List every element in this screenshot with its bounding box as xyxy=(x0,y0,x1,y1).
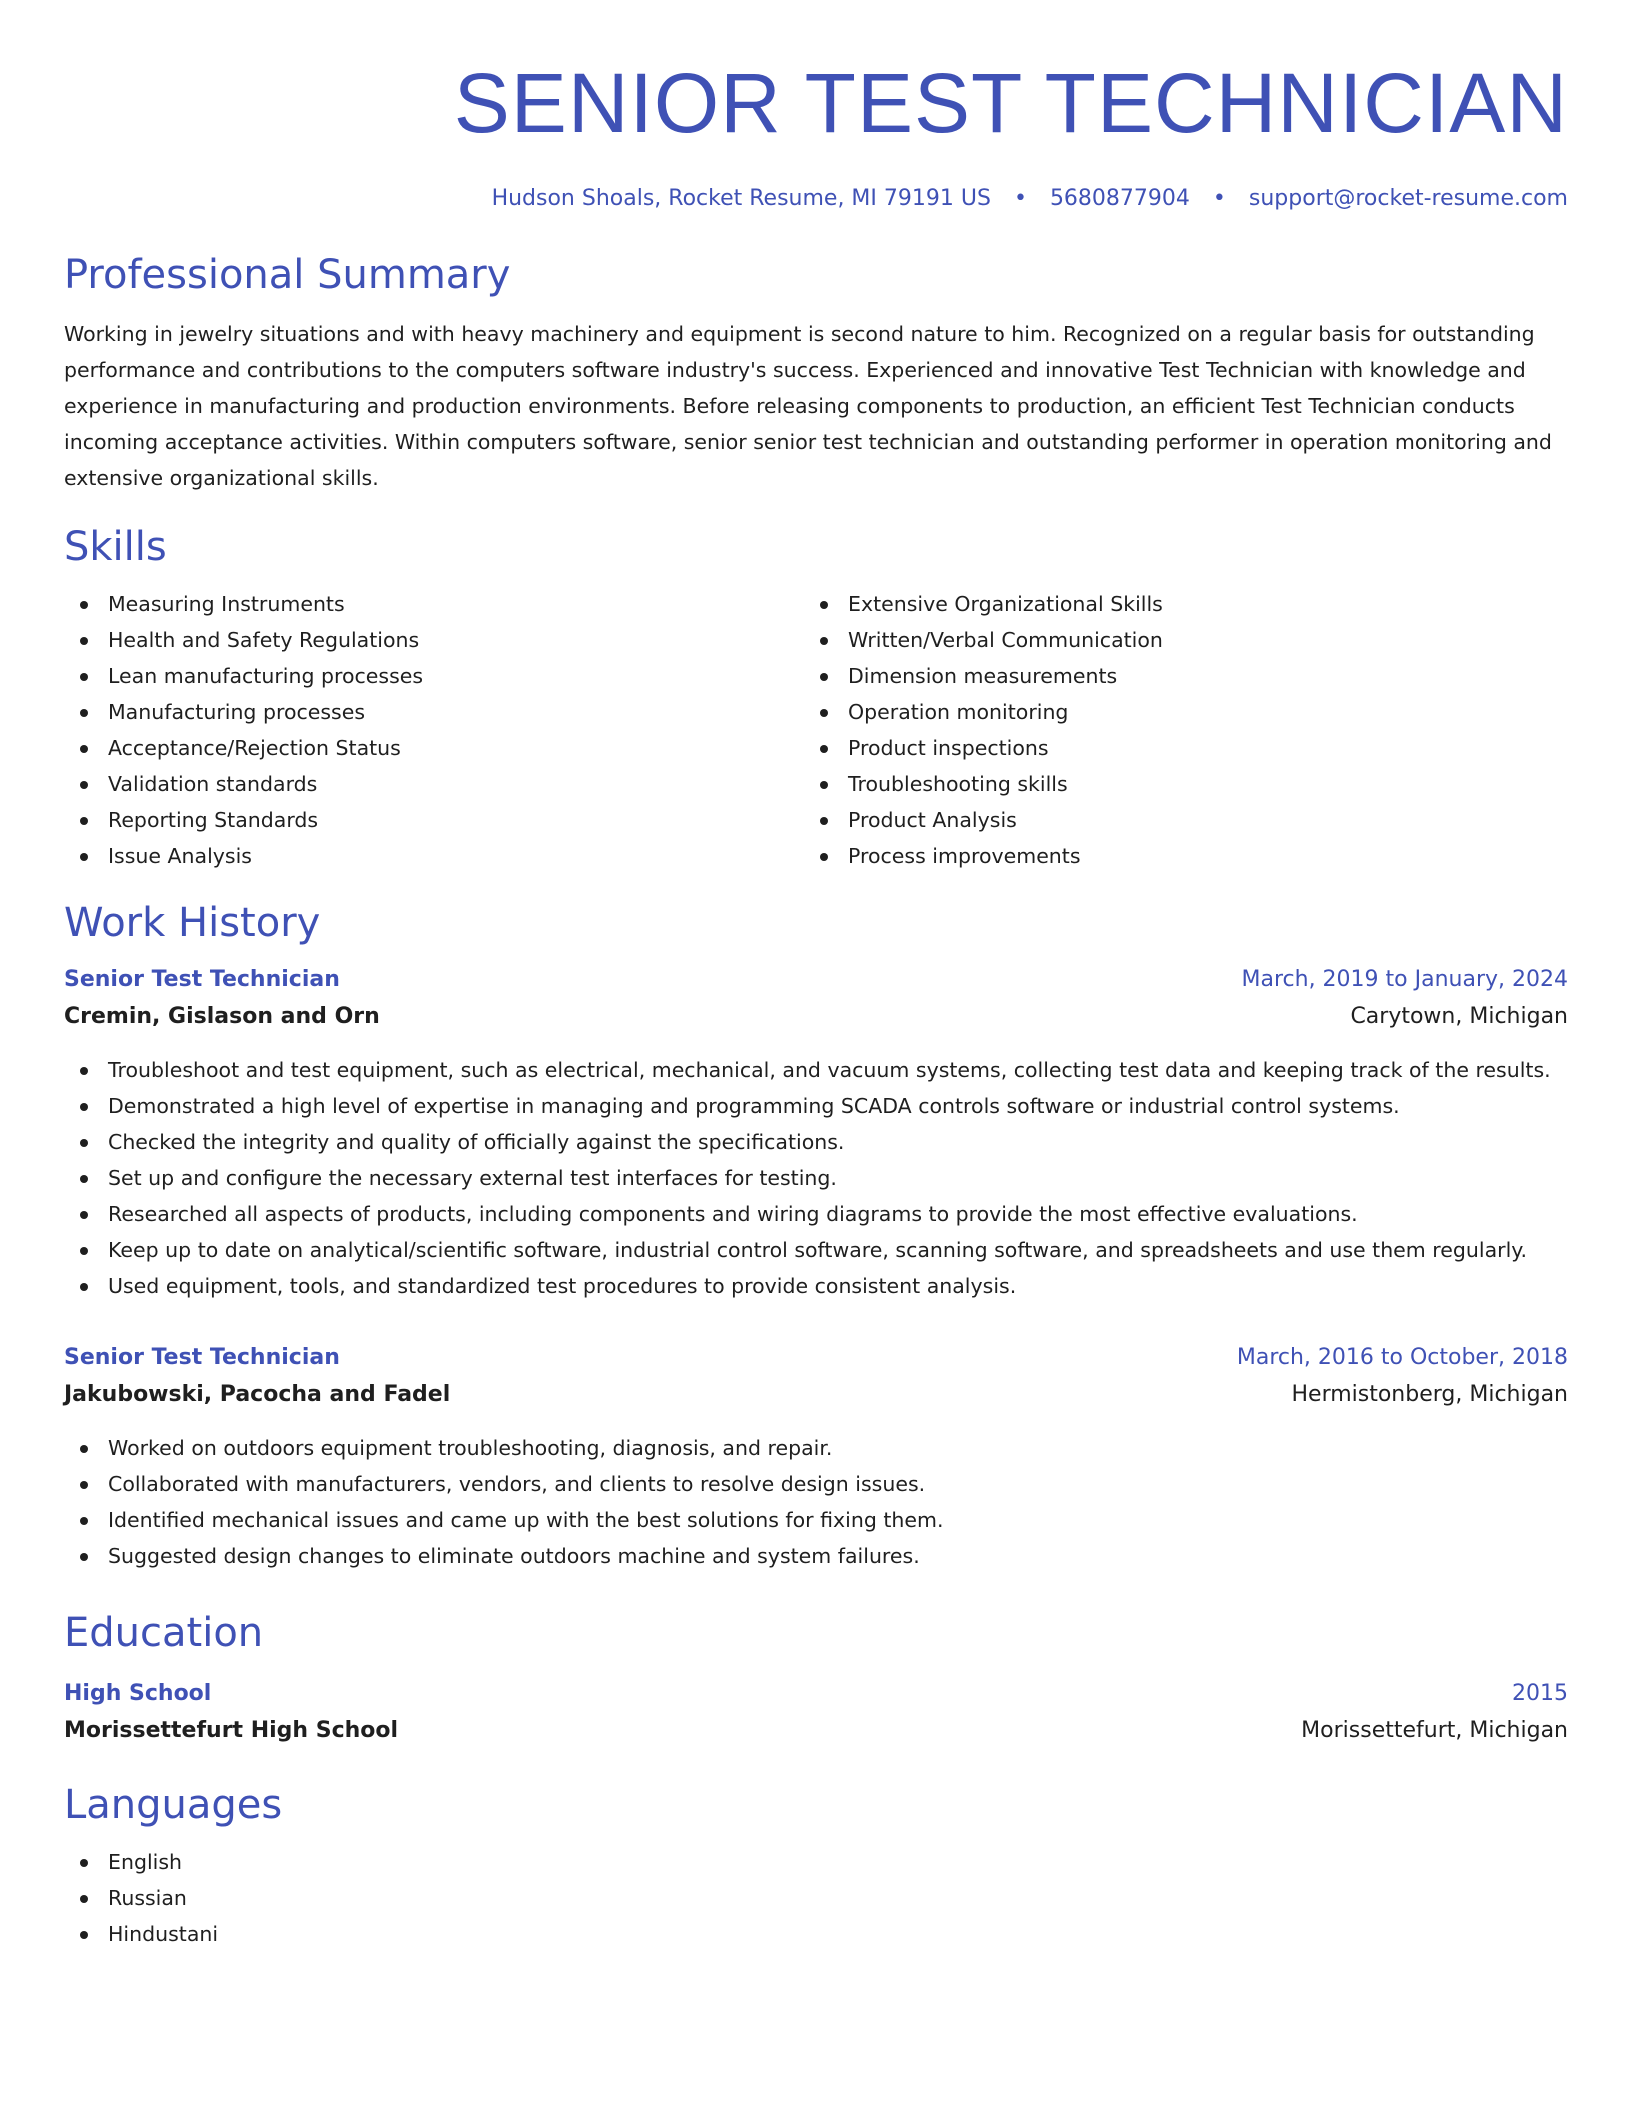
job-dates: March, 2019 to January, 2024 xyxy=(1241,967,1568,992)
education-location: Morissettefurt, Michigan xyxy=(1301,1718,1568,1743)
languages-section xyxy=(64,1780,1568,1952)
skills-title: Skills xyxy=(64,524,167,570)
education-year: 2015 xyxy=(1512,1681,1568,1706)
education-school-row xyxy=(64,1712,1568,1750)
education-school: Morissettefurt High School xyxy=(64,1718,399,1743)
job-title: Senior Test Technician xyxy=(64,967,340,992)
skills-section xyxy=(64,522,1568,874)
language-item: English xyxy=(64,1844,1568,1880)
contact-email[interactable]: support@rocket-resume.com xyxy=(1248,186,1568,211)
job-company-row xyxy=(64,1376,1568,1414)
education-title: Education xyxy=(64,1610,264,1656)
job-bullet: Demonstrated a high level of expertise in managing and programming SCADA controls software or industrial control systems. xyxy=(64,1088,1568,1124)
skill-item: Written/Verbal Communication xyxy=(804,622,1568,658)
job-bullet: Identified mechanical issues and came up with the best solutions for fixing them. xyxy=(64,1502,1568,1538)
job-bullet: Checked the integrity and quality of officially against the specifications. xyxy=(64,1124,1568,1160)
contact-separator: • xyxy=(1212,186,1226,211)
skill-item: Measuring Instruments xyxy=(64,586,804,622)
job-title-row xyxy=(64,1340,1568,1376)
job-bullets xyxy=(64,1430,1568,1574)
work-history-title: Work History xyxy=(64,900,321,946)
work-history-section xyxy=(64,898,1568,1574)
job-dates: March, 2016 to October, 2018 xyxy=(1236,1345,1568,1370)
job-bullet: Suggested design changes to eliminate outdoors machine and system failures. xyxy=(64,1538,1568,1574)
skill-item: Operation monitoring xyxy=(804,694,1568,730)
skill-item: Issue Analysis xyxy=(64,838,804,874)
resume-header xyxy=(64,56,1568,214)
education-degree-row xyxy=(64,1676,1568,1712)
job-bullet: Troubleshoot and test equipment, such as electrical, mechanical, and vacuum systems, collecting test data and keeping track of the results. xyxy=(64,1052,1568,1088)
resume-name: SENIOR TEST TECHNICIAN xyxy=(453,56,1568,150)
languages-list xyxy=(64,1844,1568,1952)
job-bullet: Worked on outdoors equipment troubleshooting, diagnosis, and repair. xyxy=(64,1430,1568,1466)
skill-item: Product inspections xyxy=(804,730,1568,766)
job-bullet: Collaborated with manufacturers, vendors, and clients to resolve design issues. xyxy=(64,1466,1568,1502)
skill-item: Lean manufacturing processes xyxy=(64,658,804,694)
contact-separator: • xyxy=(1013,186,1027,211)
contact-line xyxy=(64,184,1568,214)
skill-item: Extensive Organizational Skills xyxy=(804,586,1568,622)
summary-text: Working in jewelry situations and with heavy machinery and equipment is second nature to him. Recognized on a regular basis for outstanding performance and contributions to the computers software industry's success. Experienced and innovative Test Technician with knowledge and experience in manufacturing and production environments. Before releasing components to production, an efficient Test Technician conducts incoming acceptance activities. Within computers software, senior senior test technician and outstanding performer in operation monitoring and extensive organizational skills. xyxy=(64,322,1552,490)
skill-item: Process improvements xyxy=(804,838,1568,874)
skill-item: Dimension measurements xyxy=(804,658,1568,694)
contact-phone[interactable]: 5680877904 xyxy=(1049,186,1190,211)
skills-list-right xyxy=(804,586,1568,874)
skills-list-left xyxy=(64,586,804,874)
skill-item: Product Analysis xyxy=(804,802,1568,838)
language-item: Hindustani xyxy=(64,1916,1568,1952)
languages-title: Languages xyxy=(64,1782,283,1828)
job-title-row xyxy=(64,962,1568,998)
education-entry xyxy=(64,1676,1568,1750)
language-item: Russian xyxy=(64,1880,1568,1916)
job-entry xyxy=(64,1340,1568,1574)
skill-item: Troubleshooting skills xyxy=(804,766,1568,802)
skill-item: Manufacturing processes xyxy=(64,694,804,730)
skill-item: Acceptance/Rejection Status xyxy=(64,730,804,766)
contact-address: Hudson Shoals, Rocket Resume, MI 79191 US xyxy=(491,186,991,211)
education-degree: High School xyxy=(64,1681,212,1706)
job-entry xyxy=(64,962,1568,1304)
summary-title: Professional Summary xyxy=(64,252,511,298)
job-company-row xyxy=(64,998,1568,1036)
job-location: Hermistonberg, Michigan xyxy=(1291,1382,1568,1407)
job-bullet: Keep up to date on analytical/scientific software, industrial control software, scanning software, and spreadsheets and use them regularly. xyxy=(64,1232,1568,1268)
job-bullet: Set up and configure the necessary external test interfaces for testing. xyxy=(64,1160,1568,1196)
skill-item: Reporting Standards xyxy=(64,802,804,838)
job-location: Carytown, Michigan xyxy=(1350,1004,1568,1029)
job-bullet: Used equipment, tools, and standardized test procedures to provide consistent analysis. xyxy=(64,1268,1568,1304)
job-company: Cremin, Gislason and Orn xyxy=(64,1004,380,1029)
education-section xyxy=(64,1608,1568,1750)
job-bullet: Researched all aspects of products, including components and wiring diagrams to provide the most effective evaluations. xyxy=(64,1196,1568,1232)
skills-grid xyxy=(64,586,1568,874)
skill-item: Validation standards xyxy=(64,766,804,802)
skill-item: Health and Safety Regulations xyxy=(64,622,804,658)
summary-section xyxy=(64,250,1568,496)
job-bullets xyxy=(64,1052,1568,1304)
job-company: Jakubowski, Pacocha and Fadel xyxy=(64,1382,451,1407)
job-title: Senior Test Technician xyxy=(64,1345,340,1370)
